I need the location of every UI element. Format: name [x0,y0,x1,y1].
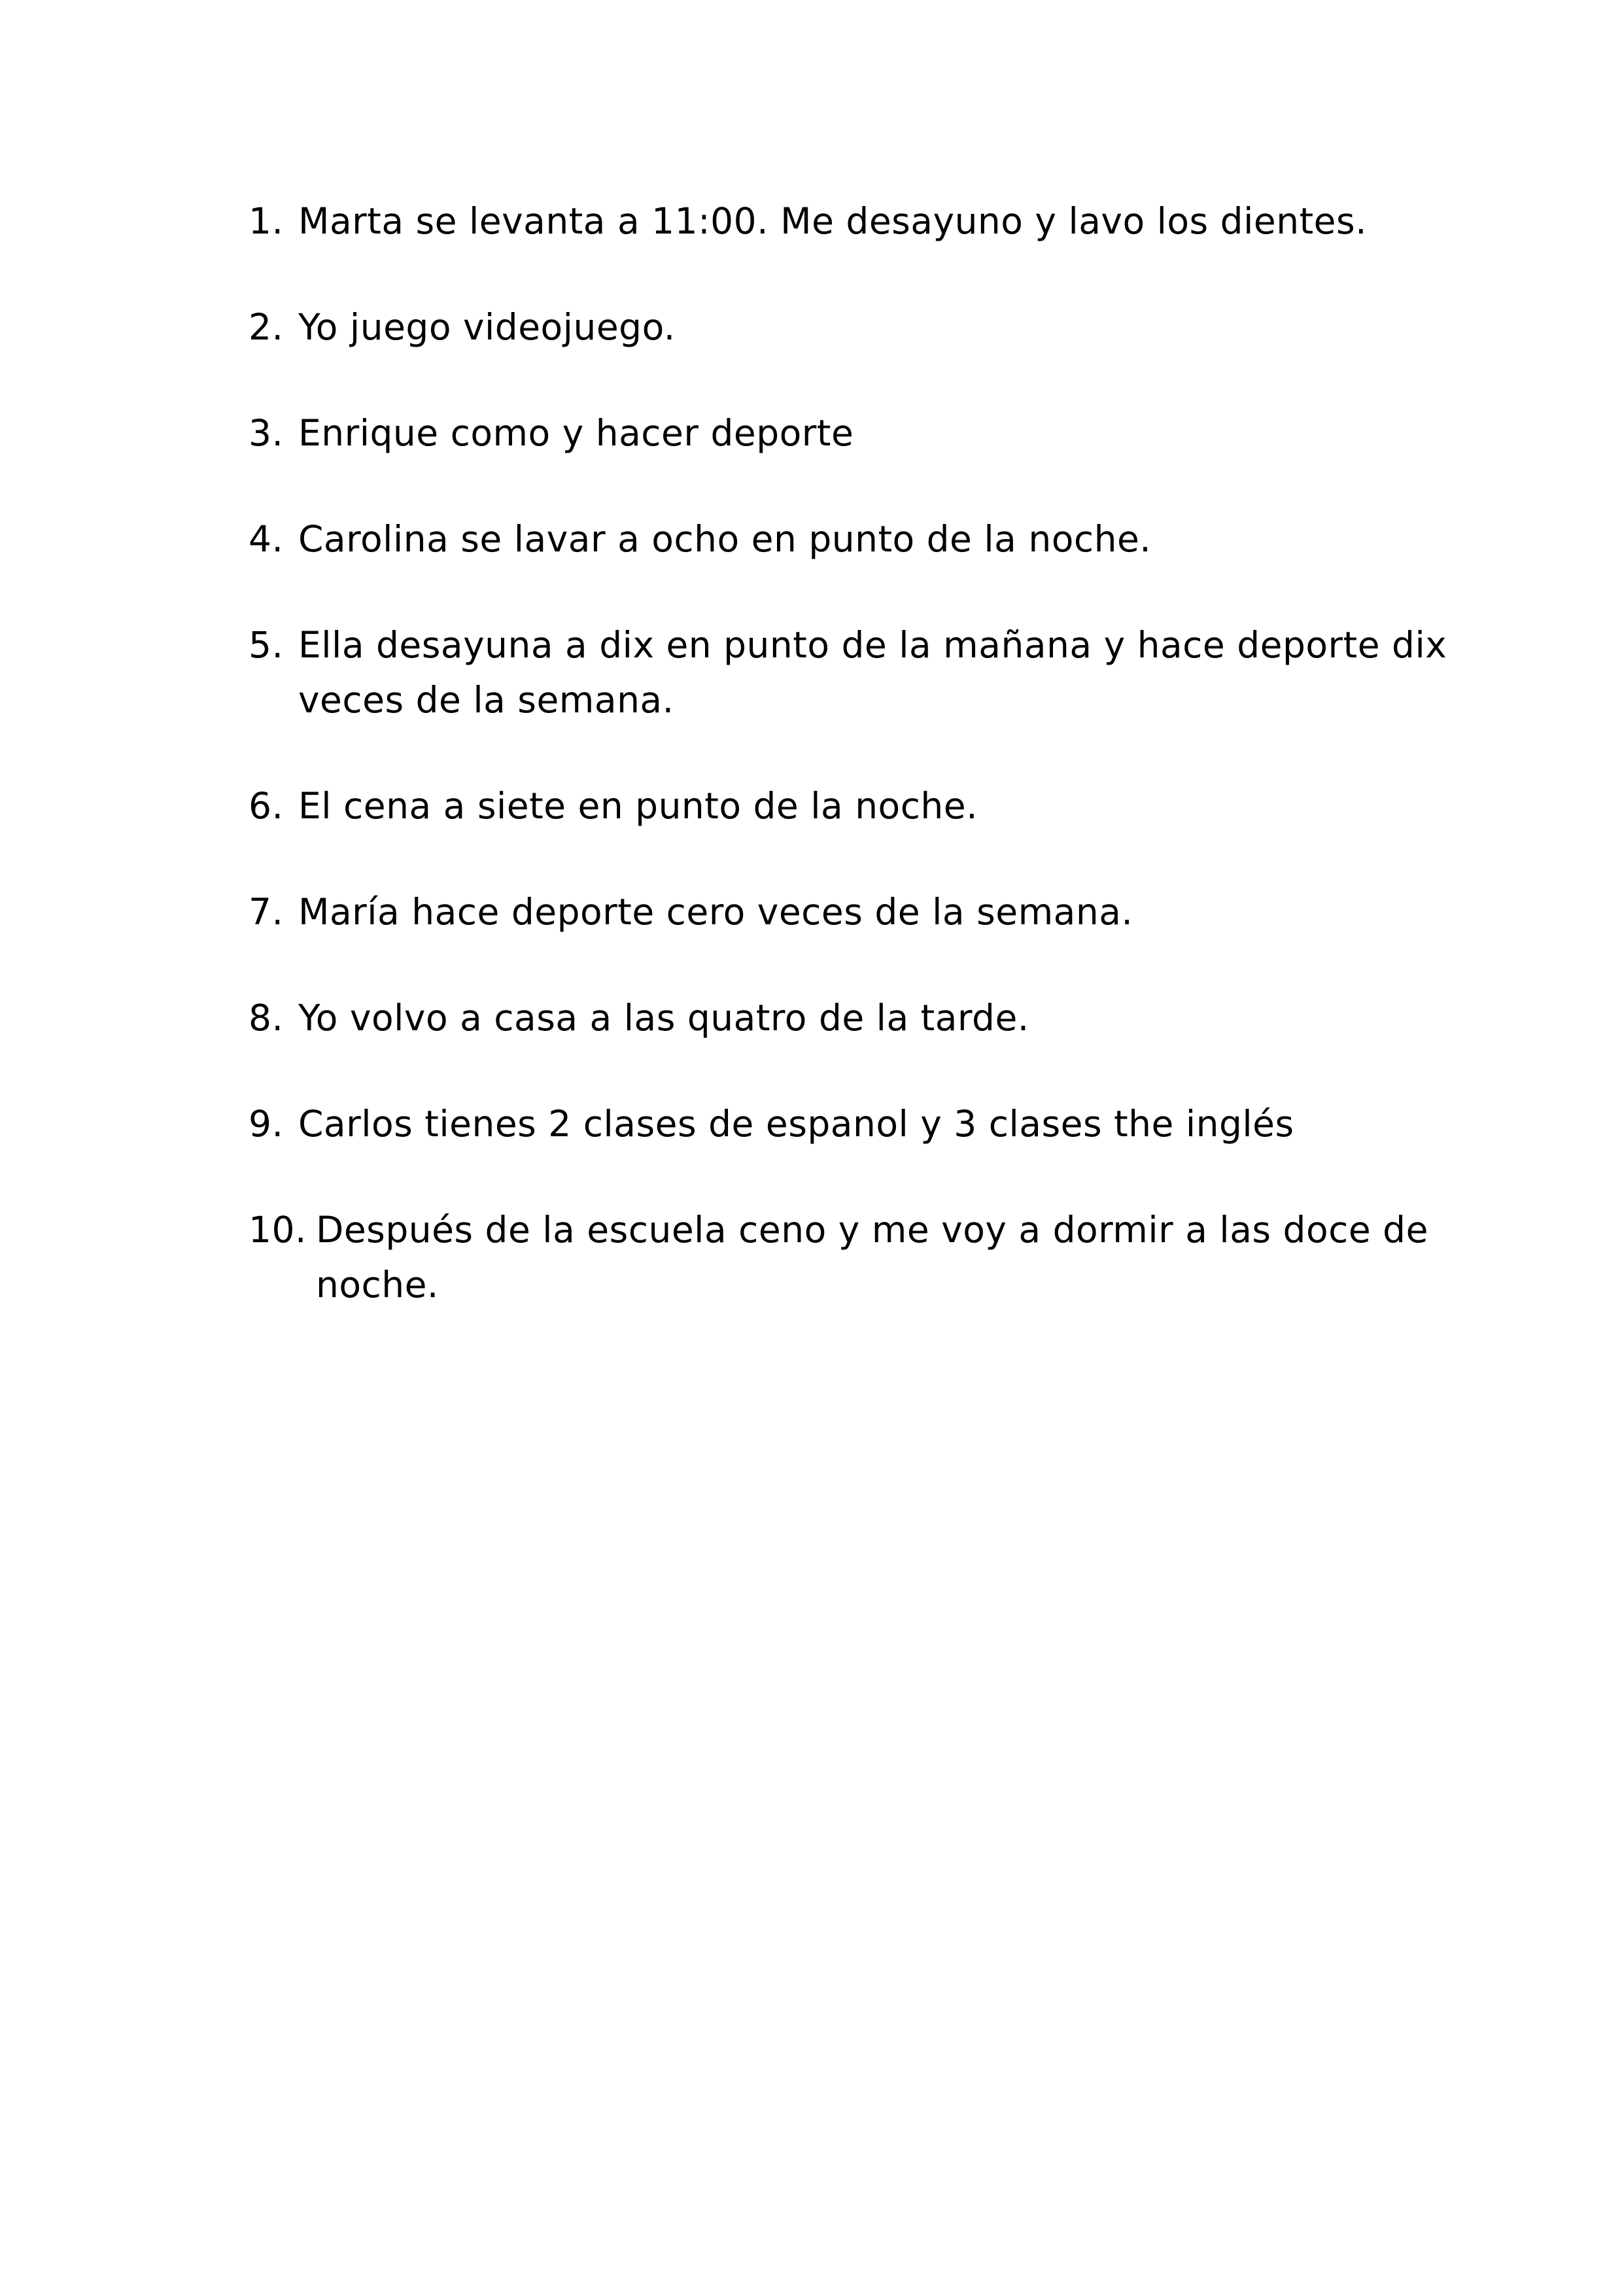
item-text [298,778,1426,833]
item-text [316,1202,1428,1312]
item-number: 8. [249,997,284,1039]
item-text-line: Marta se levanta a 11:00. Me desayuno y lavo los dientes. [298,200,1368,242]
item-number: 9. [249,1103,284,1145]
item-number: 6. [249,785,284,827]
item-text-line: noche. [315,1264,439,1306]
item-number: 2. [249,306,284,348]
item-text-line: El cena a siete en punto de la noche. [298,785,978,827]
item-number: 10. [249,1209,307,1251]
list-item-7 [249,884,1426,939]
item-text-line: Yo volvo a casa a las quatro de la tarde. [298,997,1029,1039]
item-text [298,884,1426,939]
item-text [298,617,1447,727]
item-text [298,990,1426,1045]
list-item-4 [249,512,1426,566]
item-text-line: Enrique como y hacer deporte [298,412,854,454]
item-text [298,1096,1426,1151]
item-number: 4. [249,518,284,560]
item-number: 7. [249,891,284,933]
item-number: 5. [249,624,284,666]
list-item-6 [249,778,1426,833]
item-text-line: Carolina se lavar a ocho en punto de la noche. [298,518,1152,560]
list-item-10 [249,1202,1426,1312]
item-number: 3. [249,412,284,454]
list-item-1 [249,194,1426,249]
list-item-5 [249,617,1447,727]
item-text [298,194,1426,249]
item-text [298,406,1426,461]
item-text-line: María hace deporte cero veces de la semana. [298,891,1133,933]
list-item-2 [249,300,1426,355]
item-text [298,512,1426,566]
item-text-line: Yo juego videojuego. [298,306,676,348]
item-text-line: Carlos tienes 2 clases de espanol y 3 clases the inglés [298,1103,1294,1145]
item-text-line: Ella desayuna a dix en punto de la mañana y hace deporte dix [298,624,1447,666]
list-item-9 [249,1096,1426,1151]
numbered-list [249,194,1447,1312]
item-text-line: veces de la semana. [298,679,674,721]
list-item-8 [249,990,1426,1045]
item-text [298,300,1426,355]
item-number: 1. [249,200,284,242]
list-item-3 [249,406,1426,461]
item-text-line: Después de la escuela ceno y me voy a dormir a las doce de [315,1209,1428,1251]
